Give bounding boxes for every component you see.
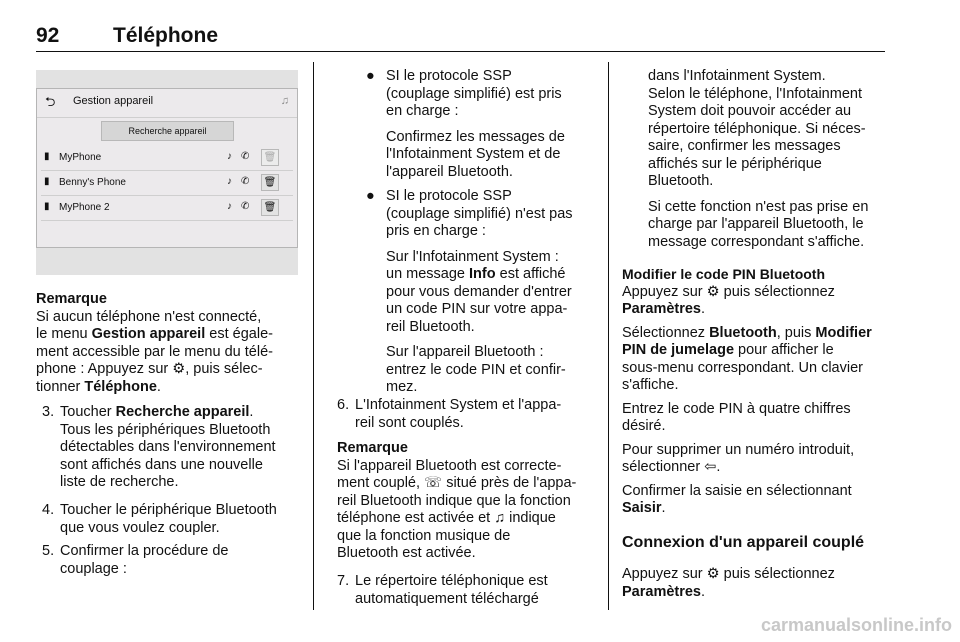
continued-text: dans l'Infotainment System. Selon le téléphone, l'Infotainment System doit pouvoir accéder au répertoire téléphonique. Si néces- saire, confirmer les messages affichés sur le périphérique Bluetooth. Si cette fonction n'est pas prise en charge par l'appareil Bluetooth, le message correspondant s'affiche. (648, 68, 869, 250)
page-title: Téléphone (113, 24, 219, 47)
bullet-dot: ● (366, 68, 375, 84)
step-number: 6. (337, 397, 350, 413)
note-heading: Remarque (36, 291, 107, 307)
phone-device-icon: ▮ (44, 201, 50, 212)
section-heading-connect: Connexion d'un appareil couplé (622, 534, 865, 551)
connect-text: Appuyez sur ⚙ puis sélectionnez Paramètres. (622, 566, 835, 600)
note-line: le menu Gestion appareil est égale- (36, 326, 273, 342)
search-device-button[interactable]: Recherche appareil (101, 121, 234, 141)
device-row[interactable] (41, 196, 293, 221)
step-3-text: Toucher Recherche appareil. Tous les périphériques Bluetooth détectables dans l'environnement sont affichés dans une nouvelle liste de recherche. (60, 404, 276, 490)
note-block-2: Remarque Si l'appareil Bluetooth est correcte- ment couplé, ☏ situé près de l'appa- reil Bluetooth indique que la fonction téléphone est activée et ♫ indique que la fonction musique de Bluetooth est activée. (337, 440, 602, 563)
step-number: 7. (337, 573, 350, 589)
step-number: 4. (42, 502, 55, 518)
bullet-2-text: SI le protocole SSP (couplage simplifié) n'est pas pris en charge : Sur l'Infotainment System : un message Info est affiché pour vous demander d'entrer un code PIN sur votre appa- reil Bluetooth. Sur l'appareil Bluetooth : entrez le code PIN et confir- mez. (386, 188, 573, 395)
step-7-text: Le répertoire téléphonique est automatiquement téléchargé (355, 573, 548, 607)
note-line: ment accessible par le menu du télé- (36, 343, 273, 360)
pin-section: Modifier le code PIN Bluetooth Appuyez sur ⚙ puis sélectionnez Paramètres. Sélectionnez Bluetooth, puis Modifier PIN de jumelage pour afficher le sous-menu correspondant. Un clavier s'affiche. Entrez le code PIN à quatre chiffres désiré. Pour supprimer un numéro introduit, sélectionner ⇦. Confirmer la saisie en sélectionnant Saisir. (622, 266, 892, 518)
watermark: carmanualsonline.info (760, 615, 952, 635)
screen-title-bar (37, 89, 297, 118)
device-row[interactable] (41, 146, 293, 171)
music-handset-icon: ♪ (227, 176, 232, 187)
phone-device-icon: ▮ (44, 176, 50, 187)
phone-handset-icon: ✆ (241, 201, 250, 212)
page-number: 92 (36, 24, 60, 47)
note-heading: Remarque (337, 440, 408, 456)
infotainment-screen (36, 88, 298, 248)
note-line: phone : Appuyez sur ⚙, puis sélec- (36, 361, 263, 377)
music-handset-icon: ♪ (227, 151, 232, 162)
trash-icon[interactable]: 🗑 (261, 149, 279, 166)
note-block (36, 291, 306, 396)
device-name: MyPhone 2 (59, 202, 110, 213)
back-arrow-icon[interactable]: ⮌ (45, 94, 56, 109)
phone-device-icon: ▮ (44, 151, 50, 162)
step-number: 5. (42, 543, 55, 559)
device-row[interactable] (41, 171, 293, 196)
figure-device-management (36, 70, 298, 275)
music-handset-icon: ♪ (227, 201, 232, 212)
note-line: tionner Téléphone. (36, 378, 161, 395)
step-6-text: L'Infotainment System et l'appa- reil sont couplés. (355, 397, 562, 431)
column-divider (313, 62, 314, 610)
bullet-dot: ● (366, 188, 375, 204)
note-line: Si aucun téléphone n'est connecté, (36, 308, 262, 325)
column-divider (608, 62, 609, 610)
phone-handset-icon: ✆ (241, 176, 250, 187)
device-name: Benny's Phone (59, 177, 126, 188)
header-rule (36, 51, 885, 52)
step-number: 3. (42, 404, 55, 420)
trash-icon[interactable]: 🗑 (261, 199, 279, 216)
section-heading: Modifier le code PIN Bluetooth (622, 266, 826, 282)
trash-icon[interactable]: 🗑 (261, 174, 279, 191)
music-note-icon: ♫ (280, 95, 289, 107)
screen-title: Gestion appareil (73, 95, 154, 107)
bullet-1-text: SI le protocole SSP (couplage simplifié) est pris en charge : Confirmez les messages de l'Infotainment System et de l'appareil Bluetooth. (386, 68, 565, 180)
device-name: MyPhone (59, 152, 102, 163)
phone-handset-icon: ✆ (241, 151, 250, 162)
step-5-text: Confirmer la procédure de couplage : (60, 543, 229, 577)
step-4-text: Toucher le périphérique Bluetooth que vous voulez coupler. (60, 502, 277, 536)
